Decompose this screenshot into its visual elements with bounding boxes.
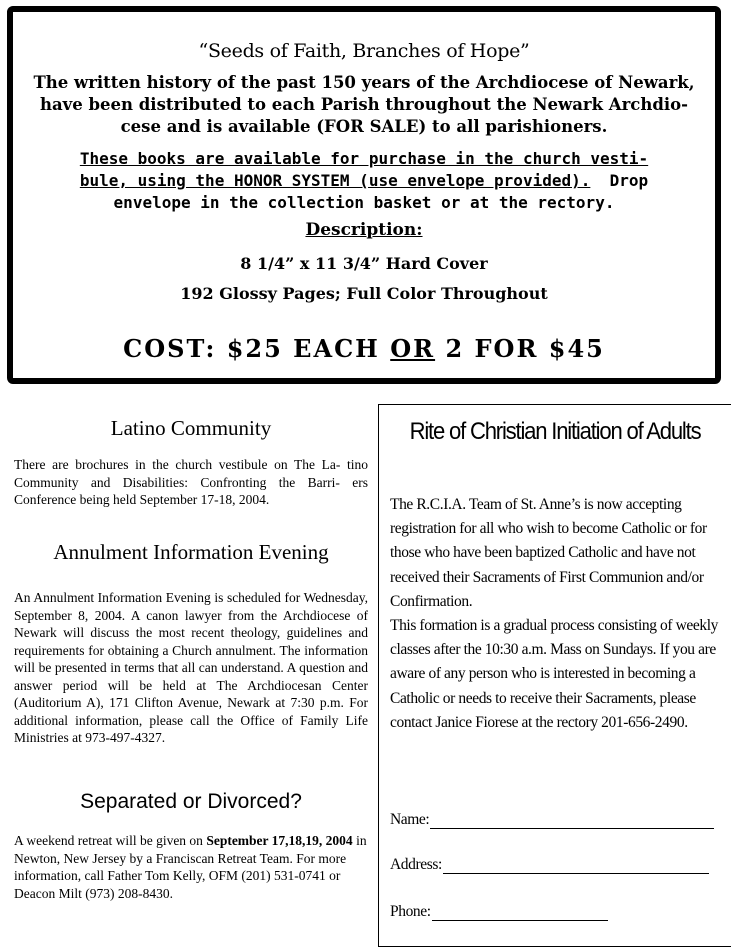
spec-size: 8 1/4” x 11 3/4” Hard Cover [240,254,488,273]
address-field[interactable] [390,856,709,874]
separated-body-a: A weekend retreat will be given on [14,833,203,848]
cost-each: COST: $25 EACH [123,334,380,363]
separated-body [14,832,368,902]
separated-body-b: in Newton, New Jersey by a Franciscan Retreat Team. For more information, call Father Tom Kelly, OFM (201) 531-0741 or Deacon Milt (973) 208-8430. [14,833,367,901]
phone-blank[interactable] [432,906,608,921]
latino-section [14,416,368,509]
latino-heading: Latino Community [110,416,272,440]
name-blank[interactable] [430,814,714,829]
book-intro-line-2: have been distributed to each Parish throughout the Newark Archdio- [39,95,688,114]
annulment-heading: Annulment Information Evening [53,540,329,564]
annulment-body: An Annulment Information Evening is scheduled for Wednesday, September 8, 2004. A canon lawyer from the Archdiocese of Newark will discuss the most recent theology, guidelines and requirements for obtaining a Church annulment. The information will be presented in terms that all can understand. A question and answer period will be held at The Archdiocesan Center (Auditorium A), 171 Clifton Avenue, Newark at 7:30 p.m. For additional information, please call the Office of Family Life Ministries at 973-497-4327. [14,590,368,745]
honor-line-3: envelope in the collection basket or at the rectory. [113,193,615,212]
rcia-paragraph-1: The R.C.I.A. Team of St. Anne’s is now accepting registration for all who wish to become Catholic or for those who have been baptized Catholic and have not received their Sacraments of First Communion and/or Confirmation. [390,496,707,610]
cost-line [13,334,715,363]
honor-line-2b: Drop [609,171,649,190]
annulment-section [14,540,368,747]
book-intro [23,72,705,138]
address-label: Address: [390,856,442,873]
honor-line-2: bule, using the HONOR SYSTEM (use envelope provided). [79,171,591,190]
rcia-paragraph-2: This formation is a gradual process consisting of weekly classes after the 10:30 a.m. Mass on Sundays. If you are aware of any person who is interested in becoming a Catholic or needs to receive their Sacraments, please contact Janice Fiorese at the rectory 201-656-2490. [390,617,718,731]
rcia-body [390,493,721,735]
rcia-title: Rite of Christian Initiation of Adults [409,418,701,445]
book-intro-line-1: The written history of the past 150 years of the Archdiocese of Newark, [33,73,695,92]
phone-label: Phone: [390,903,431,920]
book-title: “Seeds of Faith, Branches of Hope” [198,40,530,62]
separated-dates: September 17,18,19, 2004 [206,833,353,848]
latino-body: There are brochures in the church vestibule on The La- tino Community and Disabilities: Confronting the Barri- ers Conference being held September 17-18, 2004. [14,457,368,507]
honor-system-text [27,148,701,214]
name-field[interactable] [390,811,714,829]
separated-heading: Separated or Divorced? [80,790,302,813]
spec-pages: 192 Glossy Pages; Full Color Throughout [180,284,548,303]
separated-section [14,790,368,902]
book-intro-line-3: cese and is available (FOR SALE) to all parishioners. [120,117,608,136]
rcia-box [378,404,731,947]
cost-two: 2 FOR $45 [445,334,605,363]
name-label: Name: [390,811,430,828]
book-sale-box [7,6,721,384]
honor-line-1: These books are available for purchase in the church vesti- [79,149,649,168]
phone-field[interactable] [390,903,608,921]
description-heading: Description: [305,220,423,240]
cost-or: OR [390,334,436,363]
address-blank[interactable] [443,859,709,874]
